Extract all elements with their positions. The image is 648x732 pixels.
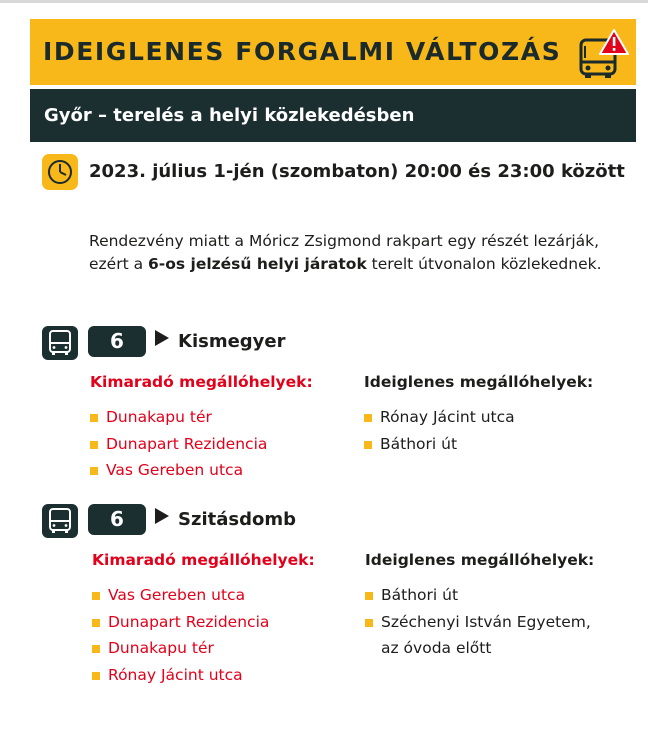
stop-name: Széchenyi István Egyetem,: [381, 612, 591, 631]
stop-item: [92, 609, 315, 636]
stop-name: Rónay Jácint utca: [108, 665, 243, 684]
stop-item: [90, 431, 313, 458]
omitted-stops-column: [92, 550, 315, 688]
route-section: [42, 326, 642, 479]
stop-item: [92, 635, 315, 662]
description: [89, 230, 629, 276]
top-divider: [0, 0, 648, 3]
stop-name: Dunakapu tér: [108, 639, 214, 657]
route-destination: Kismegyer: [178, 331, 286, 352]
bullet-square-icon: [90, 414, 98, 422]
stop-item: [90, 404, 313, 431]
omitted-stops-heading: Kimaradó megállóhelyek:: [90, 373, 313, 391]
subtitle-bar: [30, 89, 636, 142]
bus-icon: [42, 326, 78, 360]
description-text: terelt útvonalon közlekednek.: [366, 255, 602, 273]
stop-name: Vas Gereben utca: [108, 586, 246, 604]
direction-arrow-icon: [155, 508, 169, 524]
stop-item-continuation: [365, 635, 594, 662]
bullet-square-icon: [92, 645, 100, 653]
bullet-square-icon: [92, 619, 100, 627]
stop-item: [92, 582, 315, 609]
bullet-square-icon: [365, 619, 373, 627]
omitted-stops-list: [92, 582, 315, 688]
stop-item: [92, 662, 315, 689]
description-text: ezért a: [89, 255, 149, 273]
bullet-square-icon: [365, 592, 373, 600]
stop-name: Dunakapu tér: [106, 408, 212, 426]
bullet-square-icon: [92, 592, 100, 600]
route-destination: Szitásdomb: [178, 509, 296, 530]
temporary-stops-column: [365, 550, 594, 662]
stop-name: Vas Gereben utca: [106, 461, 244, 479]
temporary-stops-list: [364, 404, 593, 457]
stop-name: az óvoda előtt: [381, 639, 492, 657]
bullet-square-icon: [364, 441, 372, 449]
bullet-square-icon: [92, 672, 100, 680]
stop-item: [364, 404, 593, 431]
stop-name: Dunapart Rezidencia: [106, 434, 268, 453]
temporary-stops-heading: Ideiglenes megállóhelyek:: [364, 373, 594, 391]
omitted-stops-heading: Kimaradó megállóhelyek:: [92, 551, 315, 569]
bullet-square-icon: [90, 467, 98, 475]
date-row: [42, 154, 632, 190]
bullet-square-icon: [364, 414, 372, 422]
route-number-badge: 6: [88, 504, 146, 535]
stop-name: Báthori út: [381, 586, 459, 604]
bus-icon: [42, 504, 78, 538]
route-section: [42, 504, 642, 684]
description-line-1: Rendezvény miatt a Móricz Zsigmond rakpart egy részét lezárják,: [89, 232, 600, 250]
bus-warning-icon: [576, 28, 630, 80]
clock-icon: [42, 154, 78, 190]
omitted-stops-column: [90, 372, 313, 484]
bullet-square-icon: [90, 441, 98, 449]
stop-item: [364, 431, 593, 458]
stop-item: [365, 582, 594, 609]
stop-item: [365, 609, 594, 636]
route-number-badge: 6: [88, 326, 146, 357]
temporary-stops-list: [365, 582, 594, 662]
date-text: 2023. július 1-jén (szombaton) 20:00 és 23:00 között: [89, 161, 625, 182]
direction-arrow-icon: [155, 330, 169, 346]
description-line-2: [89, 253, 629, 276]
stop-item: [90, 457, 313, 484]
omitted-stops-list: [90, 404, 313, 484]
route-header: [42, 504, 642, 538]
temporary-stops-heading: Ideiglenes megállóhelyek:: [365, 551, 595, 569]
temporary-stops-column: [364, 372, 593, 457]
description-highlight: 6-os jelzésű helyi járatok: [148, 255, 367, 273]
stop-name: Báthori út: [380, 434, 458, 453]
route-header: [42, 326, 642, 360]
stop-name: Rónay Jácint utca: [380, 408, 515, 426]
stop-name: Dunapart Rezidencia: [108, 612, 270, 631]
banner-title: IDEIGLENES FORGALMI VÁLTOZÁS: [43, 37, 562, 66]
subtitle: Győr – terelés a helyi közlekedésben: [44, 105, 415, 126]
header-banner: [30, 19, 636, 85]
